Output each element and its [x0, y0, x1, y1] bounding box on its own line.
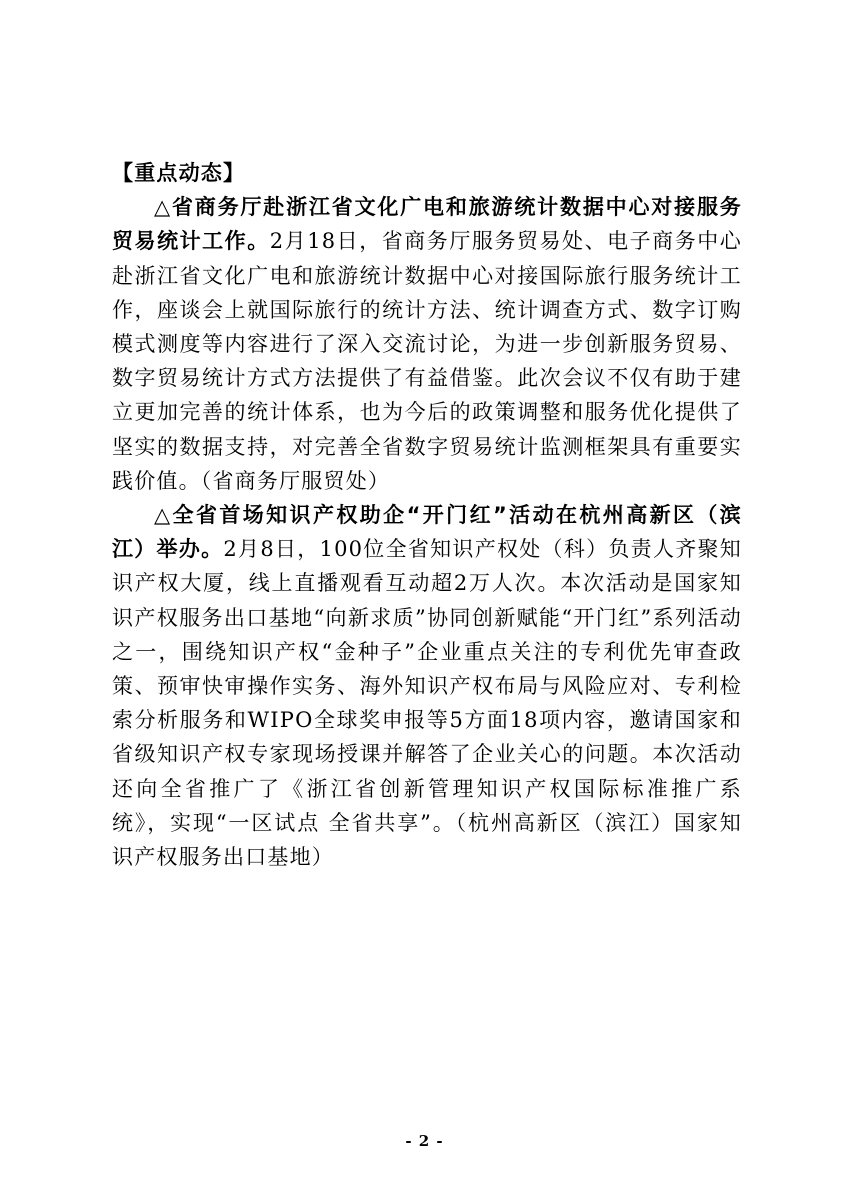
article-commerce-statistics	[112, 190, 742, 498]
article-body: 2月18日，省商务厅服务贸易处、电子商务中心赴浙江省文化广电和旅游统计数据中心对接国际旅行服务统计工作，座谈会上就国际旅行的统计方法、统计调查方式、数字订购模式测度等内容进行了深入交流讨论，为进一步创新服务贸易、数字贸易统计方式方法提供了有益借鉴。此次会议不仅有助于建立更加完善的统计体系，也为今后的政策调整和服务优化提供了坚实的数据支持，对完善全省数字贸易统计监测框架具有重要实践价值。（省商务厅服贸处）	[112, 229, 742, 493]
page-number: - 2 -	[405, 1132, 444, 1150]
section-heading: 【重点动态】	[112, 161, 246, 185]
page-body	[112, 156, 742, 874]
article-ip-event	[112, 498, 742, 874]
article-body: 2月8日，100位全省知识产权处（科）负责人齐聚知识产权大厦，线上直播观看互动超2万人次。本次活动是国家知识产权服务出口基地“向新求质”协同创新赋能“开门红”系列活动之一，围绕知识产权“金种子”企业重点关注的专利优先审查政策、预审快审操作实务、海外知识产权布局与风险应对、专利检索分析服务和WIPO全球奖申报等5方面18项内容，邀请国家和省级知识产权专家现场授课并解答了企业关心的问题。本次活动还向全省推广了《浙江省创新管理知识产权国际标准推广系统》，实现“一区试点 全省共享”。（杭州高新区（滨江）国家知识产权服务出口基地）	[112, 537, 742, 870]
article-title: △全省首场知识产权助企“开门红”活动在杭州高新区（滨江）举办。	[112, 503, 742, 562]
article-title: △省商务厅赴浙江省文化广电和旅游统计数据中心对接服务贸易统计工作。	[112, 195, 742, 254]
